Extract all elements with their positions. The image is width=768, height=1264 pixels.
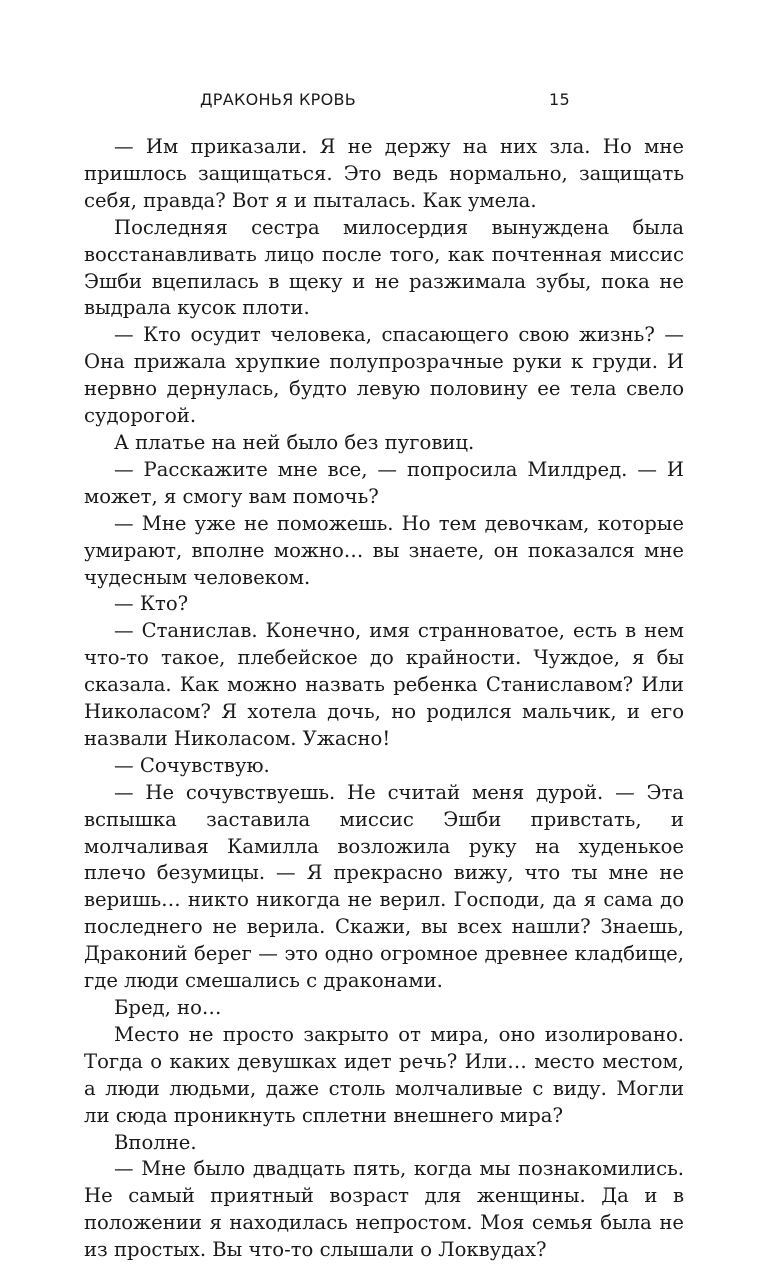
paragraph-1: — Им приказали. Я не держу на них зла. Но мне пришлось защищаться. Это ведь нормально, защищать себя, правда? Вот я и пыталась. Как умела. [84, 135, 684, 212]
paragraph-8: — Станислав. Конечно, имя странноватое, есть в нем что-то такое, плебейское до крайности. Чуждое, я бы сказала. Как можно назвать ребенка Станиславом? Или Николасом? Я хотела дочь, но родился мальчик, и его назвали Николасом. Ужасно! [84, 619, 684, 750]
paragraph-10: — Не сочувствуешь. Не считай меня дурой. — Эта вспышка заставила миссис Эшби привстать, и молчаливая Камилла возложила руку на худенькое плечо безумицы. — Я прекрасно вижу, что ты мне не веришь… никто никогда не верил. Господи, да я сама до последнего не верила. Скажи, вы всех нашли? Знаешь, Драконий берег — это одно огромное древнее кладбище, где люди смешались с драконами. [84, 780, 684, 993]
paragraph-4: А платье на ней было без пуговиц. [114, 430, 475, 454]
paragraph-9: — Сочувствую. [114, 753, 270, 777]
paragraph-2: Последняя сестра милосердия вынуждена была восстанавливать лицо после того, как почтенная миссис Эшби вцепилась в щеку и не разжимала зубы, пока не выдрала кусок плоти. [84, 215, 684, 320]
text-body [84, 134, 684, 1264]
paragraph-11: Бред, но… [114, 996, 222, 1019]
running-title: ДРАКОНЬЯ КРОВЬ [200, 90, 357, 109]
page-number: 15 [549, 90, 570, 109]
paragraph-12: Место не просто закрыто от мира, оно изолировано. Тогда о каких девушках идет речь? Или… место местом, а люди людьми, даже столь молчаливые с виду. Могли ли сюда проникнуть сплетни внешнего мира? [84, 1022, 684, 1127]
paragraph-14: — Мне было двадцать пять, когда мы познакомились. Не самый приятный возраст для женщины. Да и в положении я находилась непростом. Моя семья была не из простых. Вы что-то слышали о Локвудах? [84, 1157, 684, 1262]
paragraph-7: — Кто? [114, 592, 189, 616]
paragraph-3: — Кто осудит человека, спасающего свою жизнь? — Она прижала хрупкие полупрозрачные руки к груди. И нервно дернулась, будто левую половину ее тела свело судорогой. [84, 323, 684, 428]
paragraph-5: — Расскажите мне все, — попросила Милдред. — И может, я смогу вам помочь? [84, 457, 684, 508]
running-head [200, 90, 570, 114]
paragraph-13: Вполне. [114, 1130, 197, 1154]
paragraph-6: — Мне уже не поможешь. Но тем девочкам, которые умирают, вполне можно… вы знаете, он показался мне чудесным человеком. [84, 511, 684, 589]
